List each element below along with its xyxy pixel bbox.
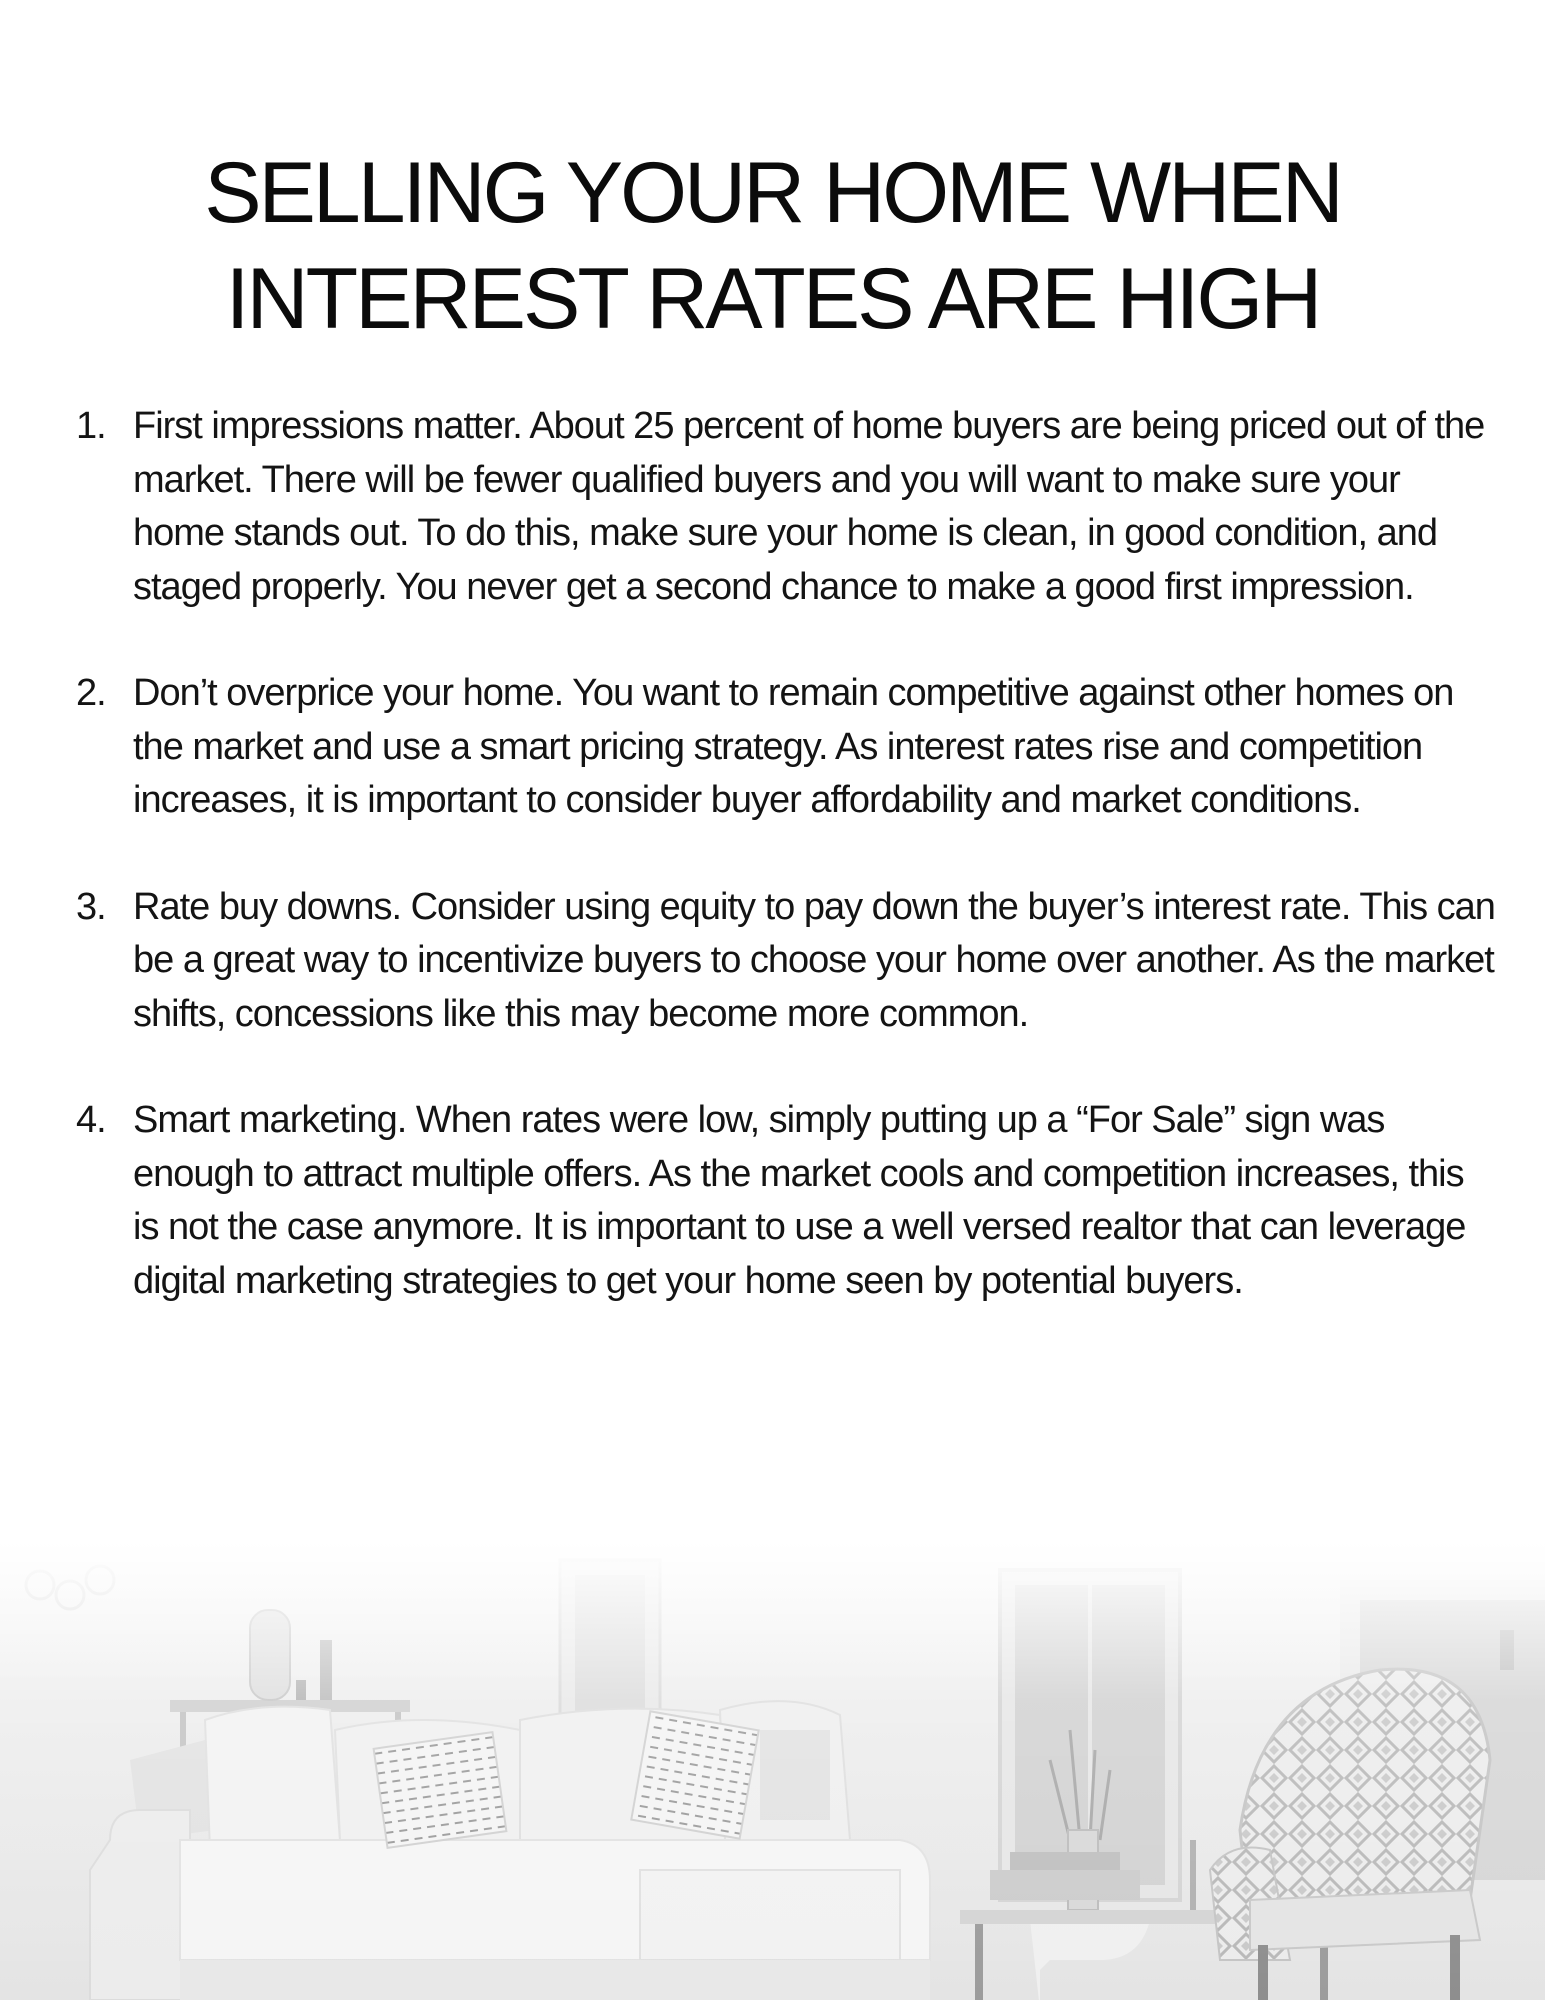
tip-text: Don’t overprice your home. You want to remain competitive against other homes on the market and use a smart pricing strategy. As interest rates rise and competition increases, it is important to consider buyer affordability and market conditions. [133,672,1454,821]
tip-item-1 [76,400,1496,614]
tip-text: Rate buy downs. Consider using equity to pay down the buyer’s interest rate. This can be a great way to incentivize buyers to choose your home over another. As the market shifts, concessions like this may become more common. [133,885,1495,1035]
tip-number: 1. [76,405,106,447]
title-line-1: SELLING YOUR HOME WHEN [204,145,1341,241]
tip-item-4 [76,1094,1496,1308]
tip-item-2 [76,667,1496,828]
tip-text: Smart marketing. When rates were low, simply putting up a “For Sale” sign was enough to attract multiple offers. As the market cools and competition increases, this is not the case anymore. It is important to use a well versed realtor that can leverage digital marketing strategies to get your home seen by potential buyers. [133,1099,1466,1302]
tip-item-3 [76,881,1496,1042]
tip-text: First impressions matter. About 25 percent of home buyers are being priced out of the market. There will be fewer qualified buyers and you will want to make sure your home stands out. To do this, make sure your home is clean, in good condition, and staged properly. You never get a second chance to make a good first impression. [133,405,1485,608]
page-title [0,140,1545,352]
title-line-2: INTEREST RATES ARE HIGH [225,251,1320,347]
tip-number: 2. [76,672,106,714]
living-room-photo [0,1540,1545,2000]
tip-number: 4. [76,1099,106,1141]
tips-list [76,400,1496,1361]
tip-number: 3. [76,885,106,928]
